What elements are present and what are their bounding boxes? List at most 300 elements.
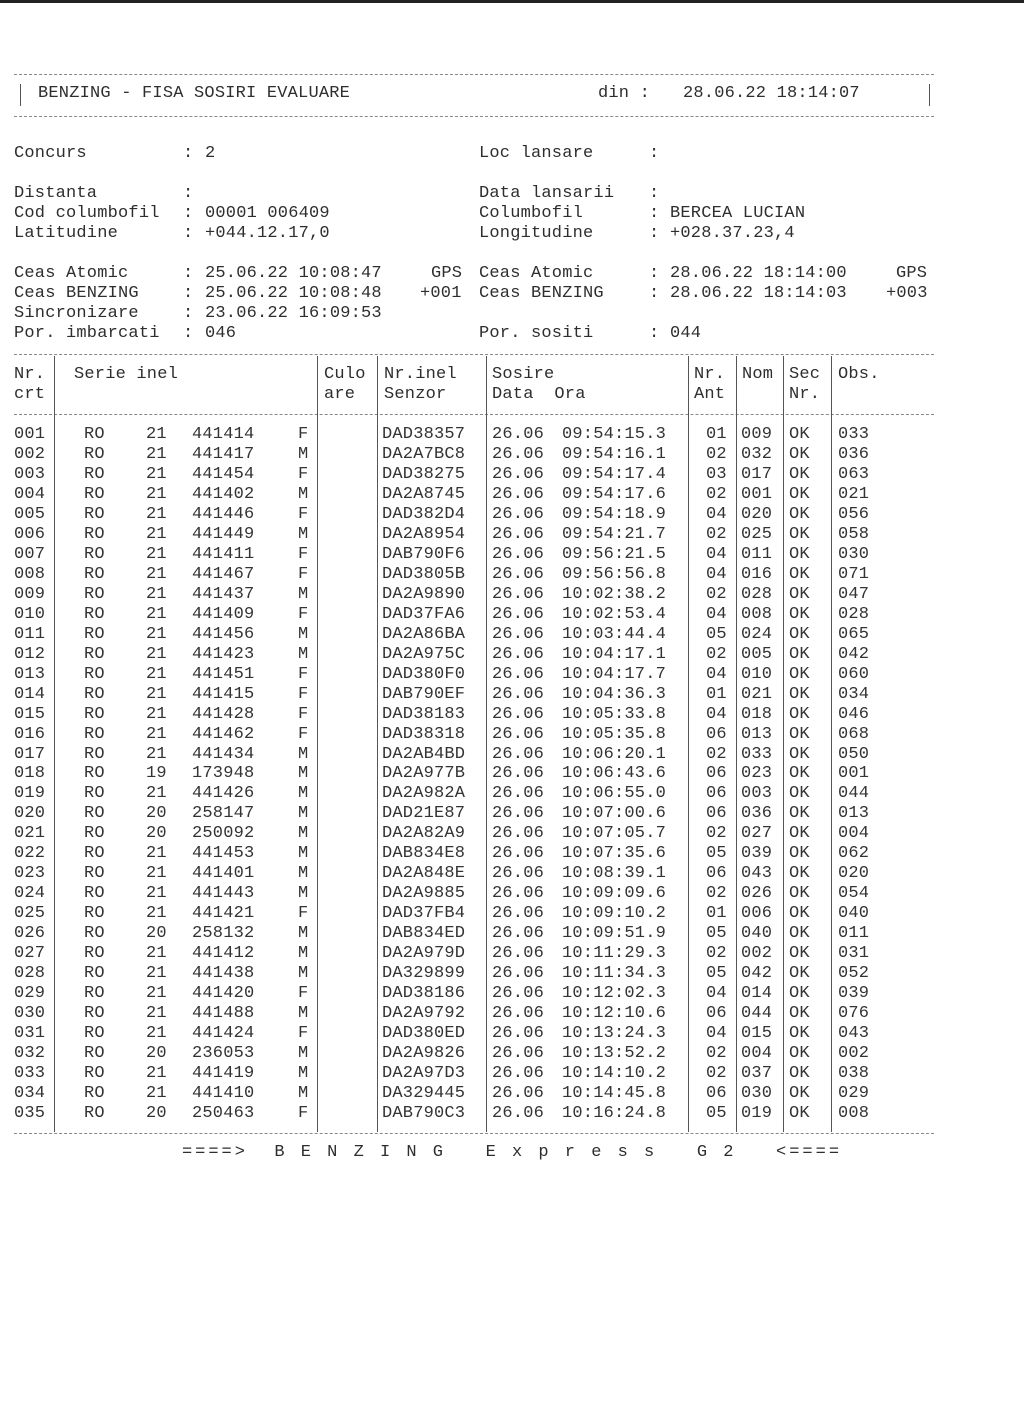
cell-nr-crt: 020 <box>14 804 46 824</box>
cell-sensor-ring: DAB834E8 <box>382 844 466 864</box>
cell-year: 21 <box>146 1084 167 1103</box>
cell-arrival-date: 26.06 <box>492 484 545 504</box>
cell-arrival-date: 26.06 <box>492 564 545 584</box>
cell-nr-ant: 03 <box>706 464 727 484</box>
cell-sex: M <box>298 1004 309 1024</box>
cell-nr-crt: 010 <box>14 604 46 624</box>
col-header-sosire: Sosire <box>492 365 555 384</box>
cell-obs: 076 <box>838 1004 870 1024</box>
cell-arrival-time: 10:13:52.2 <box>562 1044 667 1064</box>
cell-sex: M <box>298 484 309 504</box>
cell-ring-number: 441488 <box>192 1004 255 1024</box>
loc-lansare-label: Loc lansare <box>479 144 594 163</box>
cell-ring-number: 441456 <box>192 624 255 644</box>
cell-sensor-ring: DA2A82A9 <box>382 824 466 844</box>
colon: : <box>649 204 660 223</box>
cell-arrival-date: 26.06 <box>492 1004 545 1024</box>
cell-country: RO <box>84 744 105 764</box>
table-bottom-rule <box>14 1133 934 1134</box>
cell-country: RO <box>84 425 105 444</box>
cell-nr-ant: 04 <box>706 664 727 684</box>
cell-ring-number: 441414 <box>192 425 255 444</box>
ceas-atomic-label-right: Ceas Atomic <box>479 264 594 283</box>
cell-country: RO <box>84 1103 105 1123</box>
cell-sensor-ring: DA2A8954 <box>382 524 466 544</box>
cell-nom: 025 <box>741 524 773 544</box>
cell-ring-number: 250092 <box>192 824 255 844</box>
cell-nr-crt: 031 <box>14 1024 46 1044</box>
cell-arrival-time: 10:06:20.1 <box>562 744 667 764</box>
cell-nr-crt: 027 <box>14 944 46 964</box>
cell-arrival-time: 10:11:34.3 <box>562 964 667 984</box>
cell-sex: M <box>298 824 309 844</box>
table-header-rule <box>14 414 934 415</box>
cell-sex: M <box>298 864 309 884</box>
cell-arrival-date: 26.06 <box>492 464 545 484</box>
cell-sex: M <box>298 884 309 904</box>
cell-nr-ant: 01 <box>706 425 727 444</box>
cell-ring-number: 441401 <box>192 864 255 884</box>
cell-arrival-date: 26.06 <box>492 784 545 804</box>
cell-year: 21 <box>146 784 167 804</box>
cell-country: RO <box>84 1024 105 1044</box>
cell-country: RO <box>84 824 105 844</box>
cell-sec-nr: OK <box>789 484 810 504</box>
cell-nr-crt: 035 <box>14 1103 46 1123</box>
cell-sec-nr: OK <box>789 684 810 704</box>
cell-sensor-ring: DAD38186 <box>382 984 466 1004</box>
ceas-atomic-left-suffix: GPS <box>431 264 463 283</box>
col-sep-3 <box>377 356 378 1132</box>
cell-sensor-ring: DA2A9826 <box>382 1044 466 1064</box>
cell-arrival-date: 26.06 <box>492 764 545 784</box>
cell-arrival-date: 26.06 <box>492 984 545 1004</box>
cell-country: RO <box>84 504 105 524</box>
cell-nr-ant: 05 <box>706 924 727 944</box>
cell-nom: 017 <box>741 464 773 484</box>
cell-ring-number: 441462 <box>192 724 255 744</box>
printed-at: 28.06.22 18:14:07 <box>683 84 860 103</box>
cell-obs: 054 <box>838 884 870 904</box>
colon: : <box>649 324 660 343</box>
cell-nom: 030 <box>741 1084 773 1103</box>
cell-arrival-time: 10:08:39.1 <box>562 864 667 884</box>
cell-obs: 062 <box>838 844 870 864</box>
data-lansarii-label: Data lansarii <box>479 184 615 203</box>
cell-sec-nr: OK <box>789 764 810 784</box>
cell-sensor-ring: DAD38275 <box>382 464 466 484</box>
cell-ring-number: 441428 <box>192 704 255 724</box>
cell-nr-ant: 05 <box>706 624 727 644</box>
cell-arrival-time: 10:14:45.8 <box>562 1084 667 1103</box>
cell-nr-ant: 02 <box>706 584 727 604</box>
cell-sex: F <box>298 564 309 584</box>
ceas-benzing-right: 28.06.22 18:14:03 <box>670 284 847 303</box>
cell-sec-nr: OK <box>789 425 810 444</box>
columbofil-value: BERCEA LUCIAN <box>670 204 806 223</box>
cell-nr-ant: 06 <box>706 1084 727 1103</box>
cell-arrival-date: 26.06 <box>492 724 545 744</box>
cell-sec-nr: OK <box>789 824 810 844</box>
cell-arrival-time: 10:04:17.7 <box>562 664 667 684</box>
cell-obs: 034 <box>838 684 870 704</box>
cell-sensor-ring: DA2A97D3 <box>382 1064 466 1084</box>
cell-arrival-date: 26.06 <box>492 704 545 724</box>
cell-arrival-date: 26.06 <box>492 744 545 764</box>
cell-sec-nr: OK <box>789 584 810 604</box>
cell-sec-nr: OK <box>789 1044 810 1064</box>
cell-nr-ant: 06 <box>706 804 727 824</box>
ceas-atomic-label: Ceas Atomic <box>14 264 129 283</box>
ceas-atomic-right: 28.06.22 18:14:00 <box>670 264 847 283</box>
col-header-nr: Nr. <box>14 365 46 384</box>
cell-country: RO <box>84 804 105 824</box>
cell-nr-crt: 004 <box>14 484 46 504</box>
cell-country: RO <box>84 1044 105 1064</box>
cell-nom: 010 <box>741 664 773 684</box>
cell-arrival-time: 10:07:00.6 <box>562 804 667 824</box>
cell-obs: 068 <box>838 724 870 744</box>
cell-obs: 029 <box>838 1084 870 1103</box>
cell-nom: 037 <box>741 1064 773 1084</box>
cell-nr-ant: 04 <box>706 704 727 724</box>
cell-nr-ant: 02 <box>706 444 727 464</box>
cell-country: RO <box>84 704 105 724</box>
cell-nr-crt: 012 <box>14 644 46 664</box>
cell-arrival-time: 09:54:21.7 <box>562 524 667 544</box>
cell-nr-ant: 06 <box>706 764 727 784</box>
col-sep-4 <box>486 356 487 1132</box>
cell-country: RO <box>84 564 105 584</box>
longitudine-label: Longitudine <box>479 224 594 243</box>
cell-sensor-ring: DA329445 <box>382 1084 466 1103</box>
cell-arrival-date: 26.06 <box>492 624 545 644</box>
cell-nr-crt: 028 <box>14 964 46 984</box>
cell-sensor-ring: DAD21E87 <box>382 804 466 824</box>
cell-sex: M <box>298 764 309 784</box>
cell-sensor-ring: DA2A8745 <box>382 484 466 504</box>
cell-arrival-date: 26.06 <box>492 664 545 684</box>
cell-country: RO <box>84 444 105 464</box>
cell-obs: 036 <box>838 444 870 464</box>
colon: : <box>649 264 660 283</box>
cell-sec-nr: OK <box>789 924 810 944</box>
cell-year: 21 <box>146 564 167 584</box>
cell-sex: M <box>298 1044 309 1064</box>
cell-nr-crt: 026 <box>14 924 46 944</box>
cell-arrival-time: 09:56:56.8 <box>562 564 667 584</box>
ceas-atomic-right-suffix: GPS <box>896 264 928 283</box>
cell-ring-number: 258147 <box>192 804 255 824</box>
cell-country: RO <box>84 584 105 604</box>
cell-nom: 015 <box>741 1024 773 1044</box>
cell-nr-ant: 06 <box>706 724 727 744</box>
cell-nom: 028 <box>741 584 773 604</box>
cell-country: RO <box>84 844 105 864</box>
cell-sensor-ring: DA2A7BC8 <box>382 444 466 464</box>
cell-nr-crt: 007 <box>14 544 46 564</box>
cell-nom: 026 <box>741 884 773 904</box>
cell-year: 21 <box>146 864 167 884</box>
scan-top-edge <box>0 0 1024 3</box>
cell-arrival-date: 26.06 <box>492 604 545 624</box>
cell-nom: 011 <box>741 544 773 564</box>
cell-sex: F <box>298 1103 309 1123</box>
cell-obs: 058 <box>838 524 870 544</box>
cell-nr-crt: 025 <box>14 904 46 924</box>
cell-sex: M <box>298 944 309 964</box>
cell-arrival-date: 26.06 <box>492 884 545 904</box>
cell-sensor-ring: DAD37FA6 <box>382 604 466 624</box>
cell-obs: 042 <box>838 644 870 664</box>
cell-arrival-date: 26.06 <box>492 425 545 444</box>
cell-nr-ant: 02 <box>706 884 727 904</box>
colon: : <box>183 204 194 223</box>
cell-obs: 044 <box>838 784 870 804</box>
cell-year: 21 <box>146 664 167 684</box>
cell-country: RO <box>84 884 105 904</box>
cell-sensor-ring: DA329899 <box>382 964 466 984</box>
col-sep-5 <box>688 356 689 1132</box>
cell-sensor-ring: DAD38318 <box>382 724 466 744</box>
cell-ring-number: 173948 <box>192 764 255 784</box>
cell-sex: F <box>298 425 309 444</box>
colon: : <box>649 144 660 163</box>
cell-country: RO <box>84 484 105 504</box>
cell-nr-crt: 016 <box>14 724 46 744</box>
cell-year: 21 <box>146 844 167 864</box>
table-top-rule <box>14 354 934 355</box>
cell-year: 21 <box>146 964 167 984</box>
cell-sex: F <box>298 684 309 704</box>
cell-nr-crt: 014 <box>14 684 46 704</box>
cell-sensor-ring: DA2A848E <box>382 864 466 884</box>
cell-sensor-ring: DAD37FB4 <box>382 904 466 924</box>
cell-sec-nr: OK <box>789 704 810 724</box>
cell-nom: 027 <box>741 824 773 844</box>
cell-nr-crt: 002 <box>14 444 46 464</box>
cell-sec-nr: OK <box>789 864 810 884</box>
cell-arrival-time: 10:04:17.1 <box>562 644 667 664</box>
cell-nr-crt: 003 <box>14 464 46 484</box>
cell-sex: F <box>298 544 309 564</box>
cell-nr-ant: 04 <box>706 604 727 624</box>
cell-sensor-ring: DAB834ED <box>382 924 466 944</box>
cell-sec-nr: OK <box>789 1024 810 1044</box>
cell-sex: M <box>298 1084 309 1103</box>
cell-country: RO <box>84 984 105 1004</box>
cell-sec-nr: OK <box>789 524 810 544</box>
cell-nr-ant: 02 <box>706 744 727 764</box>
footer <box>0 1143 1024 1163</box>
cell-ring-number: 441426 <box>192 784 255 804</box>
cell-nr-crt: 021 <box>14 824 46 844</box>
cell-arrival-time: 10:09:51.9 <box>562 924 667 944</box>
cell-arrival-date: 26.06 <box>492 824 545 844</box>
cell-ring-number: 441417 <box>192 444 255 464</box>
cell-arrival-time: 10:12:02.3 <box>562 984 667 1004</box>
cell-sex: F <box>298 504 309 524</box>
colon: : <box>649 284 660 303</box>
cell-year: 21 <box>146 904 167 924</box>
col-header-serie: Serie inel <box>74 365 179 384</box>
cell-obs: 043 <box>838 1024 870 1044</box>
col-sep-8 <box>831 356 832 1132</box>
cell-arrival-time: 10:04:36.3 <box>562 684 667 704</box>
cell-country: RO <box>84 964 105 984</box>
cell-nom: 016 <box>741 564 773 584</box>
cell-obs: 013 <box>838 804 870 824</box>
cell-obs: 050 <box>838 744 870 764</box>
colon: : <box>183 184 194 203</box>
cell-nr-ant: 04 <box>706 984 727 1004</box>
cod-columbofil-value: 00001 006409 <box>205 204 330 223</box>
cell-obs: 060 <box>838 664 870 684</box>
cell-sec-nr: OK <box>789 544 810 564</box>
cell-nr-ant: 02 <box>706 944 727 964</box>
sincronizare-label: Sincronizare <box>14 304 139 323</box>
cell-ring-number: 441451 <box>192 664 255 684</box>
cell-ring-number: 441438 <box>192 964 255 984</box>
por-imbarcati-label: Por. imbarcati <box>14 324 160 343</box>
cell-nom: 002 <box>741 944 773 964</box>
cell-sensor-ring: DAD38183 <box>382 704 466 724</box>
cell-country: RO <box>84 904 105 924</box>
col-sep-2 <box>317 356 318 1132</box>
cell-nom: 018 <box>741 704 773 724</box>
cell-ring-number: 441410 <box>192 1084 255 1103</box>
cell-ring-number: 441467 <box>192 564 255 584</box>
cell-obs: 030 <box>838 544 870 564</box>
cell-arrival-date: 26.06 <box>492 904 545 924</box>
cell-nr-ant: 06 <box>706 864 727 884</box>
cell-year: 20 <box>146 1044 167 1064</box>
cell-sex: F <box>298 664 309 684</box>
cell-nr-ant: 01 <box>706 684 727 704</box>
cell-arrival-date: 26.06 <box>492 844 545 864</box>
cell-arrival-time: 09:54:18.9 <box>562 504 667 524</box>
cell-nom: 021 <box>741 684 773 704</box>
cell-arrival-time: 09:54:17.4 <box>562 464 667 484</box>
cell-sec-nr: OK <box>789 884 810 904</box>
footer-brand: ====> B E N Z I N G E x p r e s s G 2 <==== <box>181 1143 843 1162</box>
cell-ring-number: 441409 <box>192 604 255 624</box>
cell-nr-crt: 023 <box>14 864 46 884</box>
por-sositi-value: 044 <box>670 324 702 343</box>
cell-country: RO <box>84 944 105 964</box>
cell-sec-nr: OK <box>789 784 810 804</box>
cell-ring-number: 441449 <box>192 524 255 544</box>
cell-sex: M <box>298 804 309 824</box>
cell-country: RO <box>84 624 105 644</box>
cell-sex: F <box>298 984 309 1004</box>
cell-sec-nr: OK <box>789 724 810 744</box>
cell-country: RO <box>84 724 105 744</box>
cell-sex: M <box>298 444 309 464</box>
cell-country: RO <box>84 784 105 804</box>
cell-sec-nr: OK <box>789 1084 810 1103</box>
cell-nom: 040 <box>741 924 773 944</box>
cell-obs: 002 <box>838 1044 870 1064</box>
cell-sensor-ring: DA2A9890 <box>382 584 466 604</box>
cell-ring-number: 441415 <box>192 684 255 704</box>
col-sep-1 <box>54 356 55 1132</box>
columbofil-label: Columbofil <box>479 204 584 223</box>
cell-obs: 056 <box>838 504 870 524</box>
cell-obs: 011 <box>838 924 870 944</box>
cell-arrival-date: 26.06 <box>492 504 545 524</box>
cell-nr-ant: 02 <box>706 1044 727 1064</box>
cell-ring-number: 258132 <box>192 924 255 944</box>
cell-sensor-ring: DAD3805B <box>382 564 466 584</box>
cell-ring-number: 441443 <box>192 884 255 904</box>
cell-obs: 040 <box>838 904 870 924</box>
cell-sensor-ring: DA2A982A <box>382 784 466 804</box>
ceas-benzing-label-right: Ceas BENZING <box>479 284 604 303</box>
cell-ring-number: 441420 <box>192 984 255 1004</box>
cell-sensor-ring: DAD38357 <box>382 425 466 444</box>
cell-nr-crt: 018 <box>14 764 46 784</box>
cell-year: 21 <box>146 624 167 644</box>
cell-nr-crt: 006 <box>14 524 46 544</box>
cell-year: 21 <box>146 444 167 464</box>
cell-nr-crt: 005 <box>14 504 46 524</box>
cell-sex: M <box>298 524 309 544</box>
cell-arrival-date: 26.06 <box>492 1044 545 1064</box>
cell-nom: 001 <box>741 484 773 504</box>
cell-arrival-time: 10:02:38.2 <box>562 584 667 604</box>
cell-nom: 020 <box>741 504 773 524</box>
cell-arrival-time: 10:13:24.3 <box>562 1024 667 1044</box>
cell-arrival-time: 10:12:10.6 <box>562 1004 667 1024</box>
cell-sensor-ring: DA2A86BA <box>382 624 466 644</box>
header-right-border <box>929 84 930 106</box>
cell-ring-number: 236053 <box>192 1044 255 1064</box>
cell-nom: 003 <box>741 784 773 804</box>
cell-year: 20 <box>146 1103 167 1123</box>
cell-nr-crt: 001 <box>14 425 46 444</box>
cell-sec-nr: OK <box>789 664 810 684</box>
cell-nr-crt: 024 <box>14 884 46 904</box>
cell-nr-crt: 017 <box>14 744 46 764</box>
cell-ring-number: 250463 <box>192 1103 255 1123</box>
por-imbarcati-value: 046 <box>205 324 237 343</box>
cell-sec-nr: OK <box>789 984 810 1004</box>
cell-nr-ant: 02 <box>706 524 727 544</box>
cell-ring-number: 441453 <box>192 844 255 864</box>
cell-nom: 014 <box>741 984 773 1004</box>
cell-nr-ant: 04 <box>706 564 727 584</box>
col-header-obs: Obs. <box>838 365 880 384</box>
cell-nom: 008 <box>741 604 773 624</box>
cell-nom: 032 <box>741 444 773 464</box>
cell-nr-ant: 05 <box>706 1103 727 1123</box>
colon: : <box>183 144 194 163</box>
distanta-label: Distanta <box>14 184 98 203</box>
cell-arrival-date: 26.06 <box>492 944 545 964</box>
cell-arrival-date: 26.06 <box>492 544 545 564</box>
cell-ring-number: 441454 <box>192 464 255 484</box>
cell-arrival-time: 09:54:16.1 <box>562 444 667 464</box>
cell-arrival-time: 10:09:09.6 <box>562 884 667 904</box>
cell-sec-nr: OK <box>789 804 810 824</box>
cell-sex: M <box>298 1064 309 1084</box>
cell-nr-crt: 009 <box>14 584 46 604</box>
cell-ring-number: 441424 <box>192 1024 255 1044</box>
cell-sensor-ring: DAB790EF <box>382 684 466 704</box>
colon: : <box>183 224 194 243</box>
cell-country: RO <box>84 544 105 564</box>
